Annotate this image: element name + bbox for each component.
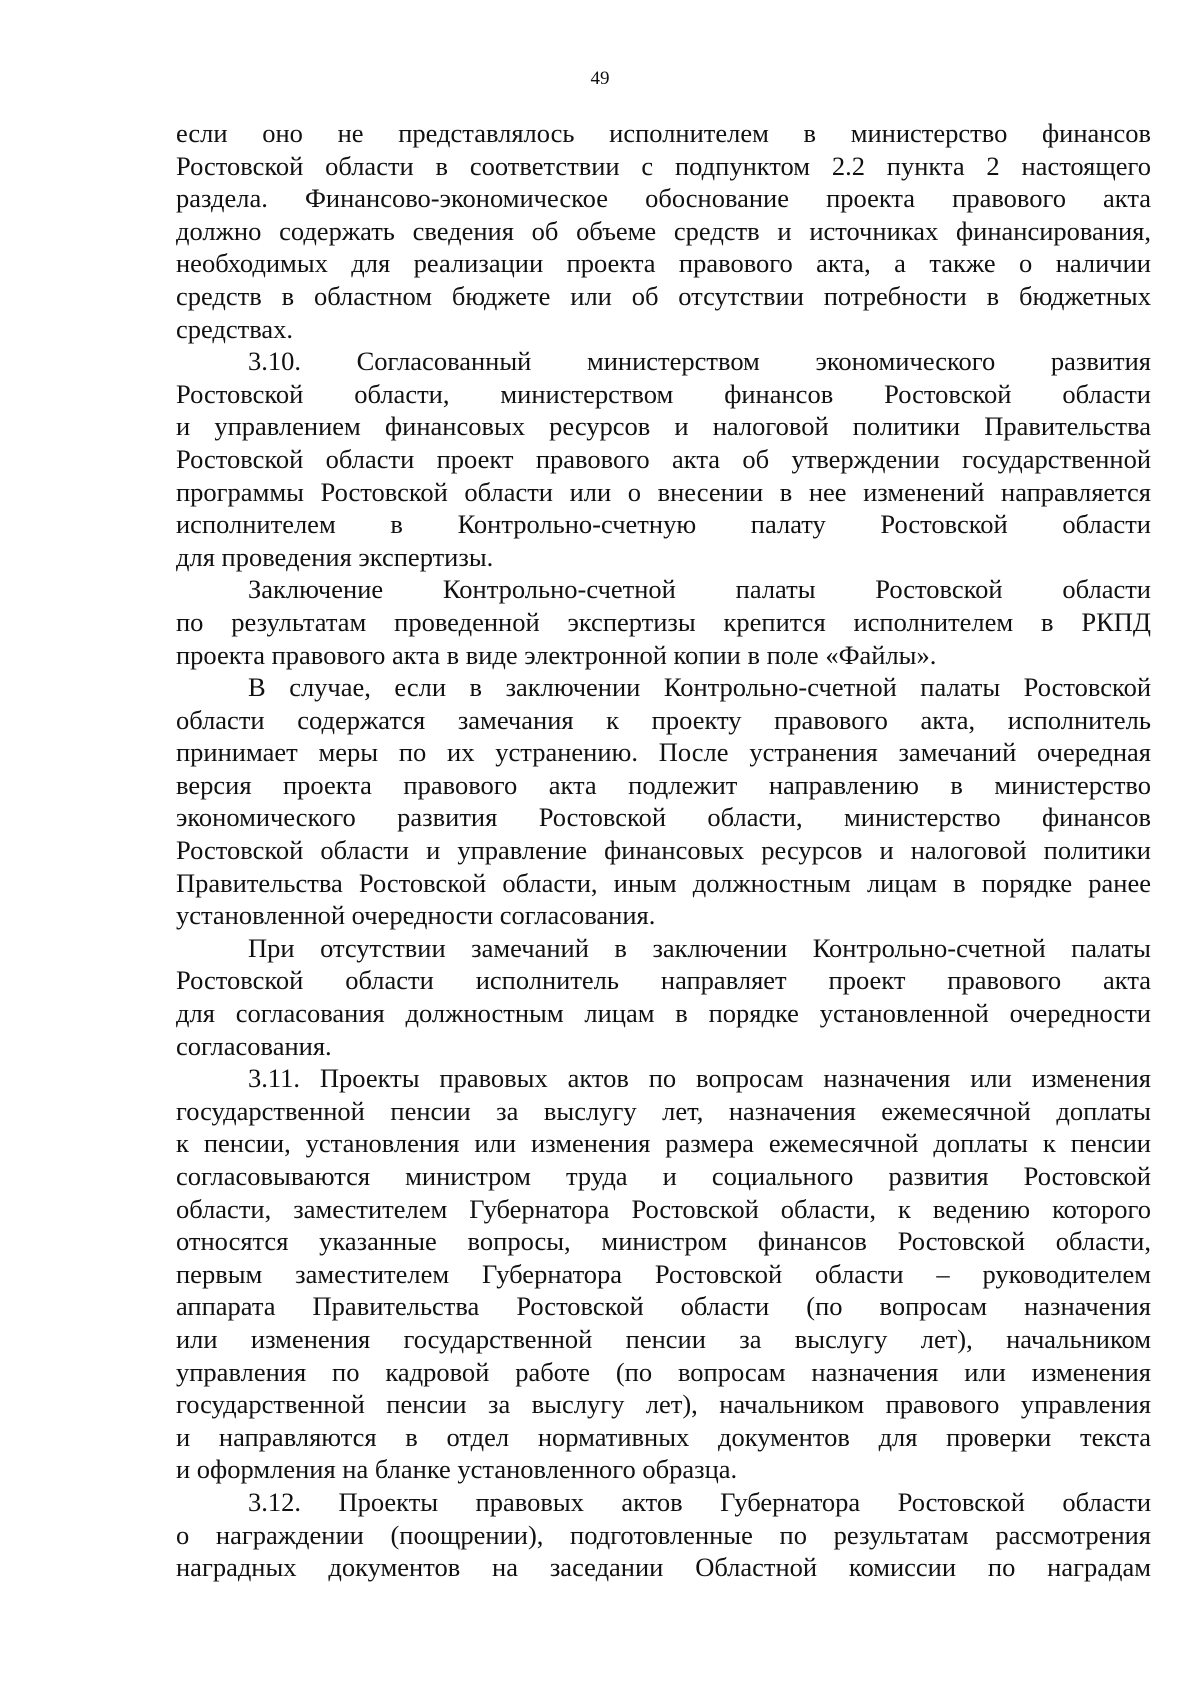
text-line: или изменения государственной пенсии за выслугу лет), начальником [176, 1323, 1151, 1354]
text-line: о награждении (поощрении), подготовленные по результатам рассмотрения [176, 1519, 1151, 1550]
text-line: по результатам проведенной экспертизы крепится исполнителем в РКПД [176, 606, 1151, 637]
text-line: первым заместителем Губернатора Ростовской области – руководителем [176, 1258, 1151, 1289]
text-line: средствах. [176, 313, 294, 344]
text-line: государственной пенсии за выслугу лет), начальником правового управления [176, 1389, 1151, 1420]
text-line: Ростовской области проект правового акта об утверждении государственной [176, 443, 1151, 474]
text-line: 3.11. Проекты правовых актов по вопросам назначения или изменения [248, 1063, 1151, 1094]
text-line: и управлением финансовых ресурсов и налоговой политики Правительства [176, 411, 1151, 442]
text-line: области, заместителем Губернатора Ростовской области, к ведению которого [176, 1193, 1151, 1224]
text-line: и оформления на бланке установленного образца. [176, 1454, 738, 1485]
text-line: 3.12. Проекты правовых актов Губернатора Ростовской области [248, 1486, 1151, 1517]
text-line: и направляются в отдел нормативных документов для проверки текста [176, 1421, 1151, 1452]
text-line: экономического развития Ростовской области, министерство финансов [176, 802, 1151, 833]
text-line: версия проекта правового акта подлежит направлению в министерство [176, 769, 1151, 800]
text-line: программы Ростовской области или о внесении в нее изменений направляется [176, 476, 1151, 507]
text-line: Ростовской области, министерством финансов Ростовской области [176, 378, 1151, 409]
text-line: к пенсии, установления или изменения размера ежемесячной доплаты к пенсии [176, 1128, 1151, 1159]
text-line: должно содержать сведения об объеме средств и источниках финансирования, [176, 215, 1151, 246]
text-line: раздела. Финансово-экономическое обоснование проекта правового акта [176, 183, 1151, 214]
page-number: 49 [590, 68, 610, 89]
text-line: наградных документов на заседании Областной комиссии по наградам [176, 1552, 1151, 1583]
text-line: Заключение Контрольно-счетной палаты Ростовской области [248, 574, 1151, 605]
text-line: проекта правового акта в виде электронной копии в поле «Файлы». [176, 639, 937, 670]
text-line: аппарата Правительства Ростовской области (по вопросам назначения [176, 1291, 1151, 1322]
text-line: Ростовской области и управление финансовых ресурсов и налоговой политики [176, 835, 1151, 866]
text-line: Ростовской области в соответствии с подпунктом 2.2 пункта 2 настоящего [176, 150, 1151, 181]
text-line: если оно не представлялось исполнителем в министерство финансов [176, 118, 1151, 148]
text-line: области содержатся замечания к проекту правового акта, исполнитель [176, 704, 1151, 735]
text-line: для проведения экспертизы. [176, 541, 494, 572]
text-line: государственной пенсии за выслугу лет, назначения ежемесячной доплаты [176, 1095, 1151, 1126]
text-line: согласовываются министром труда и социального развития Ростовской [176, 1161, 1151, 1191]
document-body [176, 117, 1151, 1584]
text-line: исполнителем в Контрольно-счетную палату Ростовской области [176, 509, 1151, 540]
text-line: средств в областном бюджете или об отсутствии потребности в бюджетных [176, 280, 1151, 311]
text-line: 3.10. Согласованный министерством экономического развития [248, 346, 1151, 377]
text-line: относятся указанные вопросы, министром финансов Ростовской области, [176, 1226, 1151, 1257]
text-line: При отсутствии замечаний в заключении Контрольно-счетной палаты [248, 932, 1151, 963]
text-line: установленной очередности согласования. [176, 900, 656, 931]
text-line: Ростовской области исполнитель направляет проект правового акта [176, 965, 1151, 996]
text-line: принимает меры по их устранению. После устранения замечаний очередная [176, 737, 1151, 768]
text-line: для согласования должностным лицам в порядке установленной очередности [176, 998, 1151, 1029]
text-line: согласования. [176, 1030, 332, 1061]
text-line: необходимых для реализации проекта правового акта, а также о наличии [176, 248, 1151, 279]
text-line: Правительства Ростовской области, иным должностным лицам в порядке ранее [176, 867, 1151, 898]
text-line: управления по кадровой работе (по вопросам назначения или изменения [176, 1356, 1151, 1387]
text-line: В случае, если в заключении Контрольно-счетной палаты Ростовской [248, 672, 1151, 703]
